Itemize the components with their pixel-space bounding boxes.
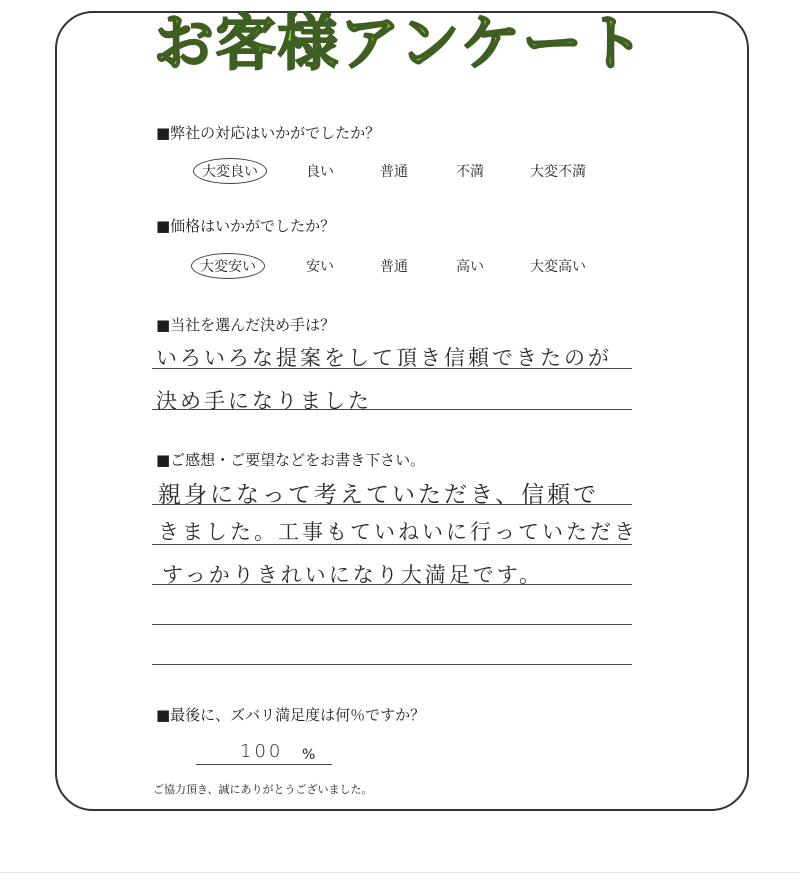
page-title: お客様アンケート — [153, 9, 647, 79]
option-price-normal[interactable]: 普通 — [380, 259, 408, 275]
answer-line — [196, 764, 332, 765]
handwritten-comment-line-1: 親身になって考えていただき、信頼で — [158, 482, 600, 508]
option-price-cheap[interactable]: 安い — [306, 259, 334, 275]
answer-line — [152, 624, 632, 625]
option-service-normal[interactable]: 普通 — [380, 164, 408, 180]
option-price-very-expensive[interactable]: 大変高い — [530, 259, 586, 275]
option-price-very-cheap[interactable]: 大変安い — [191, 253, 265, 279]
option-service-very-dissatisfied[interactable]: 大変不満 — [530, 164, 586, 180]
question-comments: ■ご感想・ご要望などをお書き下さい。 — [156, 451, 426, 469]
answer-line — [152, 409, 632, 410]
handwritten-comment-line-2: きました。工事もていねいに行っていただき — [158, 520, 638, 544]
option-price-expensive[interactable]: 高い — [456, 259, 484, 275]
question-service: ■弊社の対応はいかがでしたか？ — [156, 124, 381, 142]
scan-edge — [0, 872, 800, 873]
handwritten-satisfaction-value: 100 — [240, 741, 284, 762]
percent-unit: % — [302, 747, 316, 763]
question-reason: ■当社を選んだ決め手は？ — [156, 316, 336, 334]
answer-line — [152, 544, 632, 545]
option-service-dissatisfied[interactable]: 不満 — [456, 164, 484, 180]
handwritten-reason-line-2: 決め手になりました — [156, 389, 372, 413]
handwritten-reason-line-1: いろいろな提案をして頂き信頼できたのが — [156, 346, 612, 370]
question-satisfaction: ■最後に、ズバリ満足度は何％ですか？ — [156, 706, 426, 724]
answer-line — [152, 664, 632, 665]
thank-you-note: ご協力頂き、誠にありがとうございました。 — [153, 783, 373, 796]
answer-line — [152, 584, 632, 585]
option-service-very-good[interactable]: 大変良い — [193, 158, 267, 184]
answer-line — [152, 368, 632, 369]
option-service-good[interactable]: 良い — [306, 164, 334, 180]
handwritten-comment-line-3: すっかりきれいになり大満足です。 — [162, 563, 544, 587]
answer-line — [152, 504, 632, 505]
question-price: ■価格はいかがでしたか？ — [156, 217, 336, 235]
